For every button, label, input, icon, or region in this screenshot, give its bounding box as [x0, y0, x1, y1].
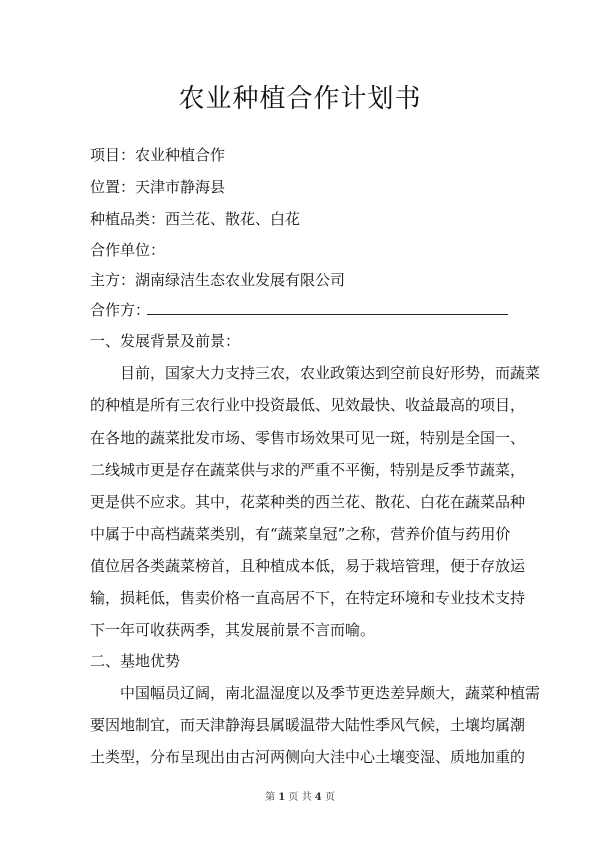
field-partner: [90, 300, 150, 320]
field-host-value: 湖南绿洁生态农业发展有限公司: [135, 271, 346, 289]
footer-suffix: 页: [324, 792, 335, 803]
footer-page-number: 1: [278, 792, 286, 803]
paragraph-line: 输，损耗低，售卖价格一直高居不下，在特定环境和专业技术支持: [90, 589, 526, 607]
paragraph-line: 土类型，分布呈现出由古河两侧向大洼中心土壤变湿、质地加重的: [90, 748, 526, 766]
paragraph-line: 更是供不应求。其中，花菜种类的西兰花、散花、白花在蔬菜品种: [90, 493, 526, 511]
section-heading-advantages: 二、基地优势: [90, 652, 181, 670]
field-location-label: 位置：: [90, 178, 136, 196]
footer-middle: 页 共: [288, 792, 312, 803]
field-host: [90, 270, 345, 290]
paragraph-line: 目前，国家大力支持三农，农业政策达到空前良好形势，而蔬菜: [120, 364, 541, 382]
partner-blank-line: [147, 314, 508, 315]
field-host-label: 主方：: [90, 271, 136, 289]
section-heading-background: 一、发展背景及前景：: [90, 332, 241, 350]
paragraph-line: 中国幅员辽阔，南北温湿度以及季节更迭差异颇大，蔬菜种植需: [120, 684, 541, 702]
page-footer: [0, 788, 600, 803]
field-location-value: 天津市静海县: [135, 178, 226, 196]
paragraph-line: 下一年可收获两季，其发展前景不言而喻。: [90, 621, 376, 639]
footer-prefix: 第: [265, 792, 276, 803]
paragraph-line: 的种植是所有三农行业中投资最低、见效最快、收益最高的项目，: [90, 396, 526, 414]
paragraph-line: 在各地的蔬菜批发市场、零售市场效果可见一斑，特别是全国一、: [90, 429, 526, 447]
footer-total-pages: 4: [314, 792, 322, 803]
field-project-value: 农业种植合作: [135, 146, 226, 164]
paragraph-line: 二线城市更是存在蔬菜供与求的严重不平衡，特别是反季节蔬菜，: [90, 461, 526, 479]
field-project: [90, 145, 225, 165]
document-title: 农业种植合作计划书: [178, 84, 422, 114]
field-unit: [90, 240, 165, 260]
field-partner-label: 合作方：: [90, 301, 151, 319]
paragraph-line: 要因地制宜，而天津静海县属暖温带大陆性季风气候，土壤均属潮: [90, 716, 526, 734]
field-varieties-label: 种植品类：: [90, 210, 166, 228]
field-location: [90, 177, 225, 197]
field-varieties: [90, 209, 300, 229]
field-unit-label: 合作单位：: [90, 241, 166, 259]
field-project-label: 项目：: [90, 146, 136, 164]
paragraph-line: 值位居各类蔬菜榜首，且种植成本低，易于栽培管理，便于存放运: [90, 557, 526, 575]
field-varieties-value: 西兰花、散花、白花: [165, 210, 301, 228]
paragraph-line: 中属于中高档蔬菜类别，有“蔬菜皇冠”之称，营养价值与药用价: [90, 525, 511, 543]
